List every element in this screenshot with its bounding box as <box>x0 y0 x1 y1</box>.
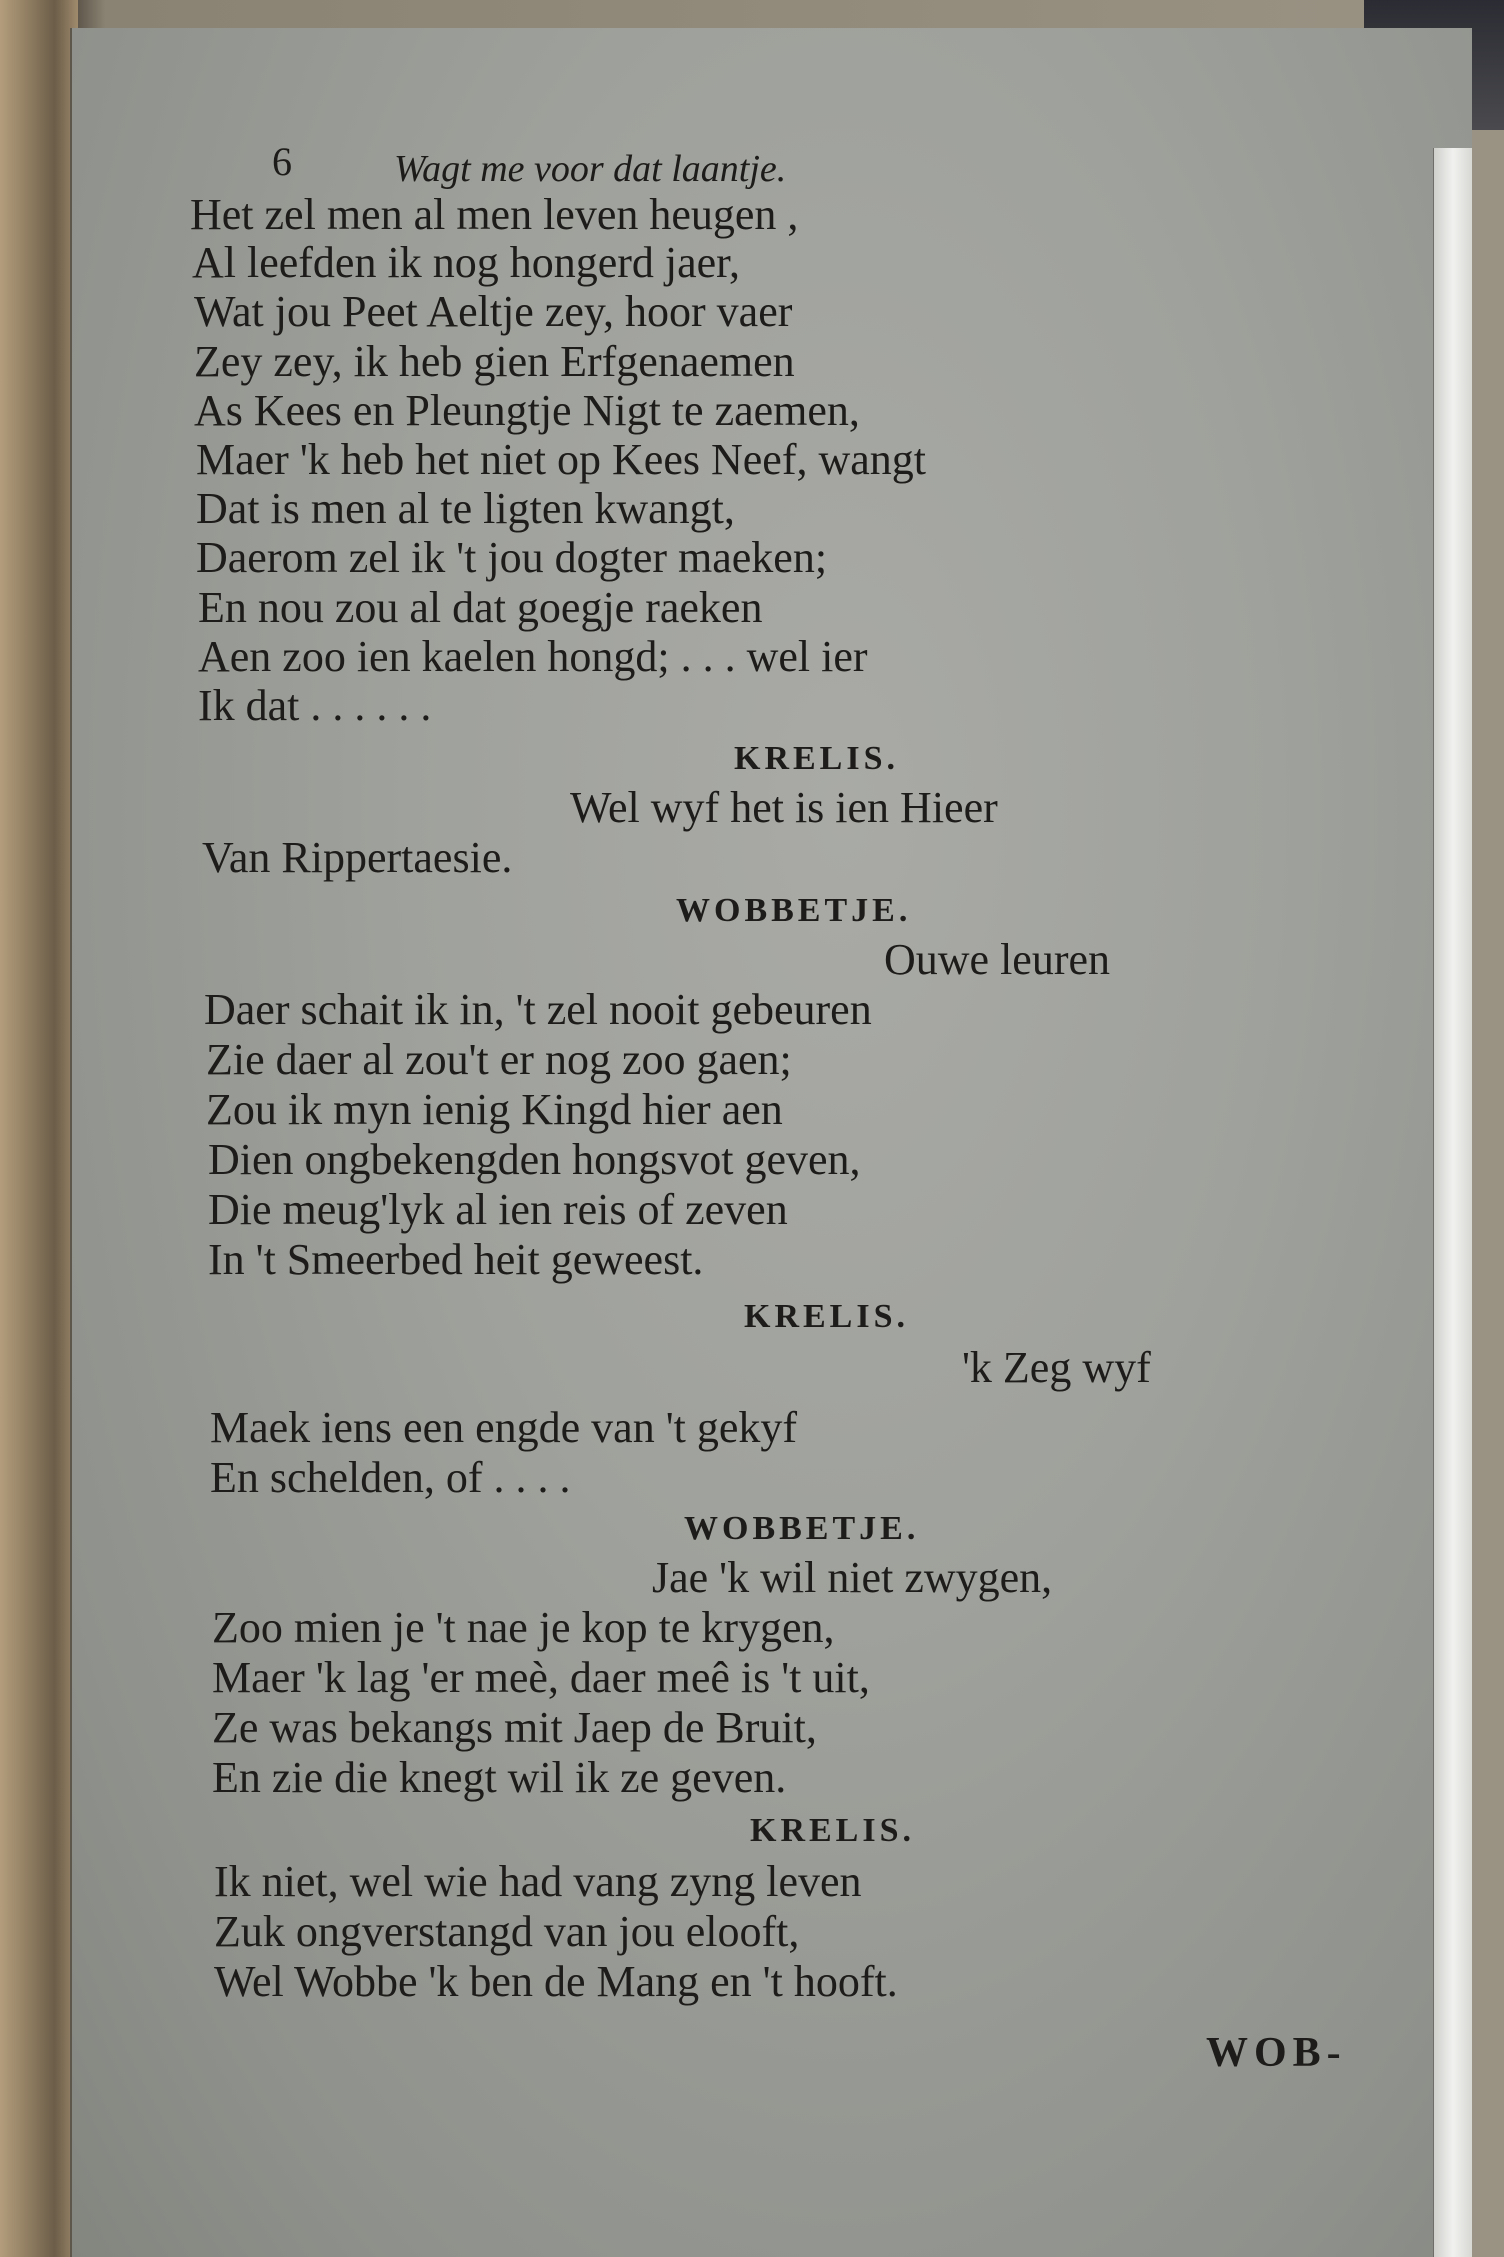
verse-line: Dien ongbekengden hongsvot geven, <box>208 1135 861 1184</box>
verse-line: Wat jou Peet Aeltje zey, hoor vaer <box>194 287 793 336</box>
verse-line: Ik dat . . . . . . <box>198 681 432 730</box>
verse-line: Wel Wobbe 'k ben de Mang en 't hooft. <box>214 1957 898 2006</box>
verse-line: Het zel men al men leven heugen , <box>190 190 799 239</box>
verse-line: Ze was bekangs mit Jaep de Bruit, <box>212 1703 817 1752</box>
verse-line: In 't Smeerbed heit geweest. <box>208 1235 704 1284</box>
catchword: WOB- <box>1206 2030 1347 2076</box>
speaker-name: WOBBETJE. <box>676 892 912 929</box>
verse-line: En schelden, of . . . . <box>210 1453 571 1502</box>
verse-line: Zie daer al zou't er nog zoo gaen; <box>206 1035 792 1084</box>
speaker-name: KRELIS. <box>750 1812 915 1849</box>
verse-line: Ouwe leuren <box>884 935 1111 984</box>
verse-line: Maek iens een engde van 't gekyf <box>210 1403 798 1452</box>
verse-line: Zey zey, ik heb gien Erfgenaemen <box>194 337 795 386</box>
verse-line: Van Rippertaesie. <box>202 833 513 882</box>
verse-line: As Kees en Pleungtje Nigt te zaemen, <box>194 386 860 435</box>
verse-line: Jae 'k wil niet zwygen, <box>652 1553 1053 1602</box>
verse-line: Maer 'k heb het niet op Kees Neef, wangt <box>196 435 926 484</box>
page-text <box>72 28 1472 2257</box>
verse-line: Die meug'lyk al ien reis of zeven <box>208 1185 788 1234</box>
running-title: Wagt me voor dat laantje. <box>394 148 787 190</box>
verse-line: Zuk ongverstangd van jou elooft, <box>214 1907 800 1956</box>
book-binding <box>0 0 78 2257</box>
page-number: 6 <box>272 139 292 184</box>
verse-line: Daerom zel ik 't jou dogter maeken; <box>196 533 828 582</box>
verse-line: Maer 'k lag 'er meè, daer meê is 't uit, <box>212 1653 870 1702</box>
book-page <box>70 28 1472 2257</box>
verse-line: Zou ik myn ienig Kingd hier aen <box>206 1085 783 1134</box>
verse-line: Zoo mien je 't nae je kop te krygen, <box>212 1603 835 1652</box>
verse-line: Wel wyf het is ien Hieer <box>570 783 998 832</box>
speaker-name: WOBBETJE. <box>684 1510 920 1547</box>
verse-line: En zie die knegt wil ik ze geven. <box>212 1753 787 1802</box>
verse-line: Aen zoo ien kaelen hongd; . . . wel ier <box>198 632 868 681</box>
verse-line: 'k Zeg wyf <box>962 1343 1151 1392</box>
verse-line: Al leefden ik nog hongerd jaer, <box>192 238 741 287</box>
verse-line: Dat is men al te ligten kwangt, <box>196 484 735 533</box>
speaker-name: KRELIS. <box>744 1298 909 1335</box>
verse-line: En nou zou al dat goegje raeken <box>198 583 763 632</box>
verse-line: Daer schait ik in, 't zel nooit gebeuren <box>204 985 872 1034</box>
verse-line: Ik niet, wel wie had vang zyng leven <box>214 1857 862 1906</box>
speaker-name: KRELIS. <box>734 740 899 777</box>
